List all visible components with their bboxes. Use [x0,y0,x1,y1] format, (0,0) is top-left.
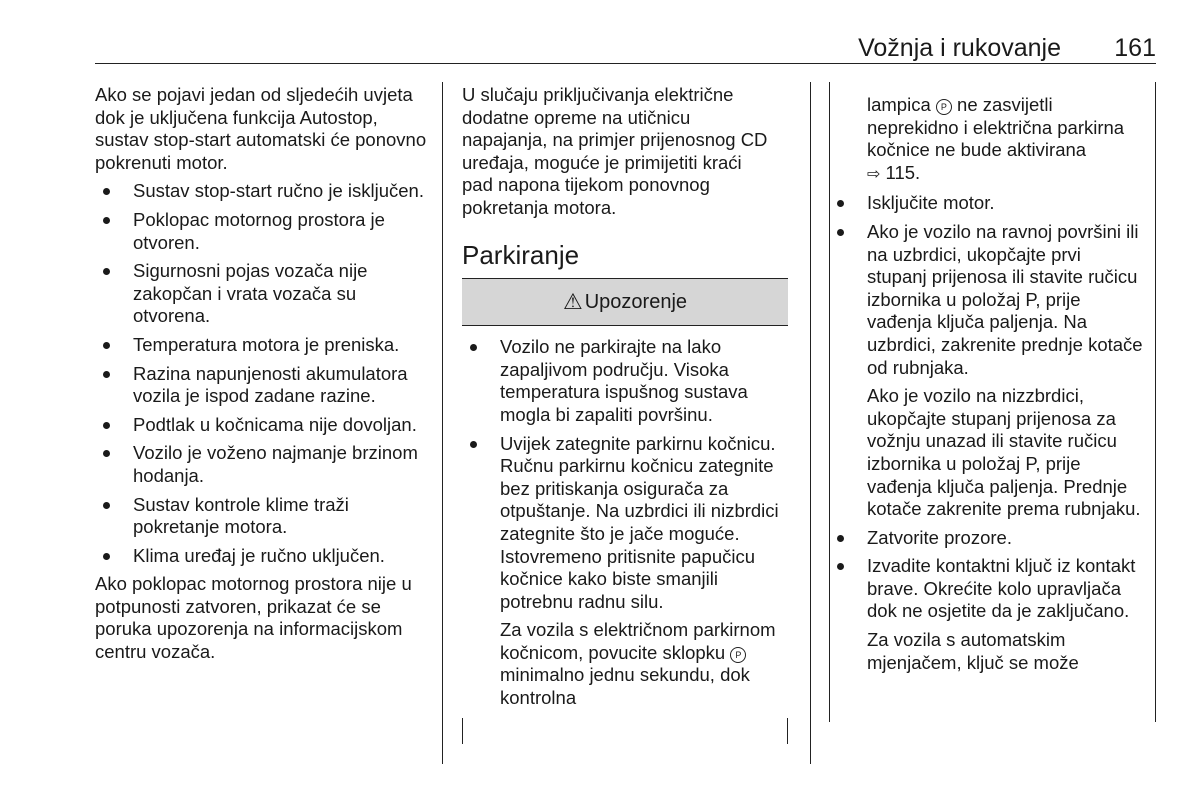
bullet-icon [103,188,110,195]
parking-steps-list [829,192,1145,379]
col2-intro: U slučaju priključivanja električne dodatne opreme na utičnicu napajanja, na primjer prijenosnog CD uređaja, moguće je primijetiti kraći pad napona tijekom ponovnog pokretanja motora. [462,84,768,218]
warning-box-cont-right-border [1155,82,1156,722]
bullet-icon [103,450,110,457]
page-reference: 115. [885,161,921,183]
bullet-icon [103,422,110,429]
warning-header [462,278,788,326]
bullet-icon [103,342,110,349]
downhill-note: Ako je vozilo na nizzbrdici, ukopčajte stupanj prijenosa za vožnju unazad ili stavite ručicu izbornika u položaj P, prije vađenja ključa paljenja. Prednje kotače zakrenite prema rubnjaku. [867,385,1141,520]
column-divider-2 [810,82,811,764]
col1-intro: Ako se pojavi jedan od sljedećih uvjeta dok je uključena funkcija Autostop, sustav stop-start automatski će ponovno pokrenuti motor. [95,84,427,173]
warning-title: Upozorenje [584,290,688,313]
list-item: Temperatura motora je preniska. [95,334,430,357]
page-reference-arrow-icon: ⇨ [867,165,881,183]
automatic-transmission-note: Za vozila s automatskim mjenjačem, ključ se može [867,629,1079,673]
list-item: Isključite motor. [829,192,1145,215]
column-2 [462,84,788,716]
col1-outro: Ako poklopac motornog prostora nije u potpunosti zatvoren, prikazat će se poruka upozorenja na informacijskom centru vozača. [95,573,412,663]
section-heading-parkiranje: Parkiranje [462,239,580,270]
list-item: Izvadite kontaktni ključ iz kontakt brave. Okrećite kolo upravljača dok ne osjetite da je zaključano. [829,555,1145,623]
bullet-icon [103,502,110,509]
column-1 [95,84,430,670]
header-rule [95,63,1156,64]
warning-box-left-border [462,718,463,744]
list-item: Vozilo ne parkirajte na lako zapaljivom području. Visoka temperatura ispušnog sustava mogla bi zapaliti površinu. [462,336,788,426]
electric-brake-note: Za vozila s električnom parkirnom kočnicom, povucite sklopku P minimalno jednu sekundu, dok kontrolna [500,619,776,709]
warning-triangle-icon: ⚠ [562,288,583,314]
continued-note: lampica P ne zasvijetli neprekidno i električna parkirna kočnice ne bude aktivirana ⇨ 115. [867,94,1125,183]
bullet-icon [103,371,110,378]
section-title: Vožnja i rukovanje [858,34,1061,62]
list-item: Sigurnosni pojas vozača nije zakopčan i vrata vozača su otvorena. [95,260,430,328]
bullet-icon [837,563,844,570]
bullet-icon [103,268,110,275]
page-header [95,30,1156,64]
list-item: Zatvorite prozore. [829,527,1145,550]
bullet-icon [837,200,844,207]
bullet-icon [103,553,110,560]
list-item: Sustav kontrole klime traži pokretanje motora. [95,494,430,539]
bullet-icon [103,217,110,224]
list-item: Klima uređaj je ručno uključen. [95,545,430,568]
bullet-icon [837,535,844,542]
list-item: Poklopac motornog prostora je otvoren. [95,209,430,254]
list-item: Razina napunjenosti akumulatora vozila je ispod zadane razine. [95,363,430,408]
parking-steps-list-2 [829,527,1145,623]
list-item: Sustav stop-start ručno je isključen. [95,180,430,203]
restart-conditions-list [95,180,430,567]
bullet-icon [837,229,844,236]
bullet-icon [470,441,477,448]
parking-brake-icon: P [730,647,746,663]
bullet-icon [470,344,477,351]
parking-brake-icon: P [936,99,952,115]
list-item: Ako je vozilo na ravnoj površini ili na uzbrdici, ukopčajte prvi stupanj prijenosa ili stavite ručicu izbornika u položaj P, prije vađenja ključa paljenja. Na uzbrdici, zakrenite prednje kotače od rubnjaka. [829,221,1145,379]
warning-list [462,336,788,613]
page-number: 161 [1114,34,1156,62]
list-item: Podtlak u kočnicama nije dovoljan. [95,414,430,437]
warning-box-right-border [787,718,788,744]
column-3 [829,94,1145,680]
list-item: Uvijek zategnite parkirnu kočnicu. Ručnu parkirnu kočnicu zategnite bez pritiskanja osigurača za otpuštanje. Na uzbrdici ili nizbrdici zategnite što je jače moguće. Istovremeno pritisnite papučicu kočnice kako biste smanjili potrebnu radnu silu. [462,433,788,614]
list-item: Vozilo je voženo najmanje brzinom hodanja. [95,442,430,487]
column-divider-1 [442,82,443,764]
